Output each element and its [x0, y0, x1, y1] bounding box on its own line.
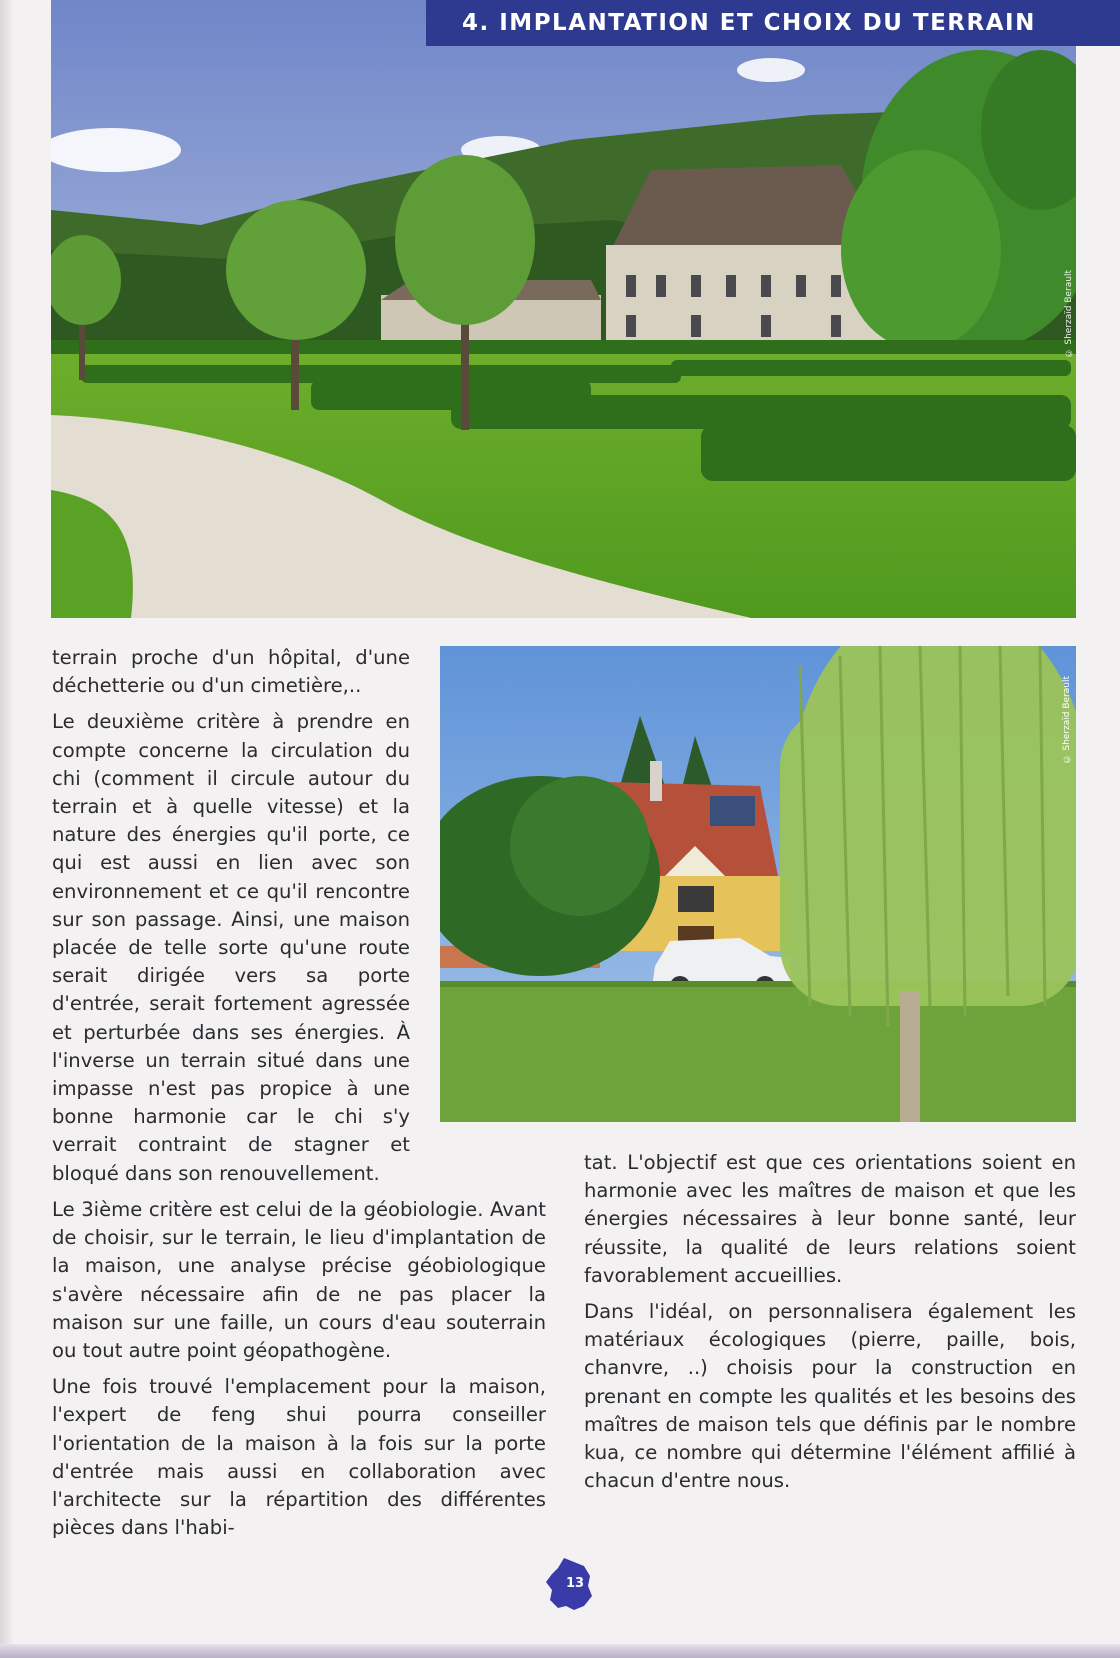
left-column-text-bottom — [52, 1196, 546, 1550]
page-number-badge — [544, 1556, 596, 1612]
section-title: 4. IMPLANTATION ET CHOIX DU TERRAIN — [462, 10, 1036, 36]
page-number: 13 — [566, 1576, 585, 1591]
paragraph: Le 3ième critère est celui de la géobiologie. Avant de choisir, sur le terrain, le lieu d'implantation de la maison, une analyse précise géobiologique s'avère nécessaire afin de ne pas placer la maison sur une faille, un cours d'eau souterrain ou tout autre point géopathogène. — [52, 1198, 546, 1363]
page-bottom-edge — [0, 1644, 1120, 1658]
page-binding-edge — [0, 0, 14, 1658]
paragraph: Dans l'idéal, on personnalisera également les matériaux écologiques (pierre, paille, bois, chanvre, ..) choisis pour la construction en prenant en compte les qualités et les besoins des maîtres de maison tels que définis par le nombre kua, ce nombre qui détermine l'élément affilié à chacun d'entre nous. — [584, 1300, 1076, 1493]
paragraph: Le deuxième critère à prendre en compte concerne la circulation du chi (comment il circule autour du terrain et à quelle vitesse) et la nature des énergies qu'il porte, ce qui est aussi en lien avec son environnement et ce qu'il rencontre sur son passage. Ainsi, une maison placée de telle sorte qu'une route serait dirigée vers sa porte d'entrée, serait fortement agressée et perturbée dans ses énergies. À l'inverse un terrain situé dans une impasse n'est pas propice à une bonne harmonie car le chi s'y verrait contraint de stagner et bloqué dans son renouvellement. — [52, 710, 410, 1185]
paragraph: Une fois trouvé l'emplacement pour la maison, l'expert de feng shui pourra conseiller l'orientation de la maison à la fois sur la porte d'entrée mais aussi en collaboration avec l'architecte sur la répartition des différentes pièces dans l'habi- — [52, 1375, 546, 1540]
section-header — [426, 0, 1120, 46]
photo-credit: © Sherzaïd Berault — [1064, 270, 1074, 358]
abbey-garden-photo — [51, 0, 1076, 618]
left-column-text — [52, 644, 410, 1196]
paragraph: terrain proche d'un hôpital, d'une déchetterie ou d'un cimetière,.. — [52, 646, 410, 698]
paragraph: tat. L'objectif est que ces orientations soient en harmonie avec les maîtres de maison et que les énergies nécessaires à leur bonne santé, leur réussite, la qualité de leurs relations soient favorablement accueillies. — [584, 1151, 1076, 1287]
photo-credit: © Sherzaïd Berault — [1062, 676, 1072, 764]
house-willow-photo — [440, 646, 1076, 1122]
right-column-text — [584, 1149, 1076, 1503]
